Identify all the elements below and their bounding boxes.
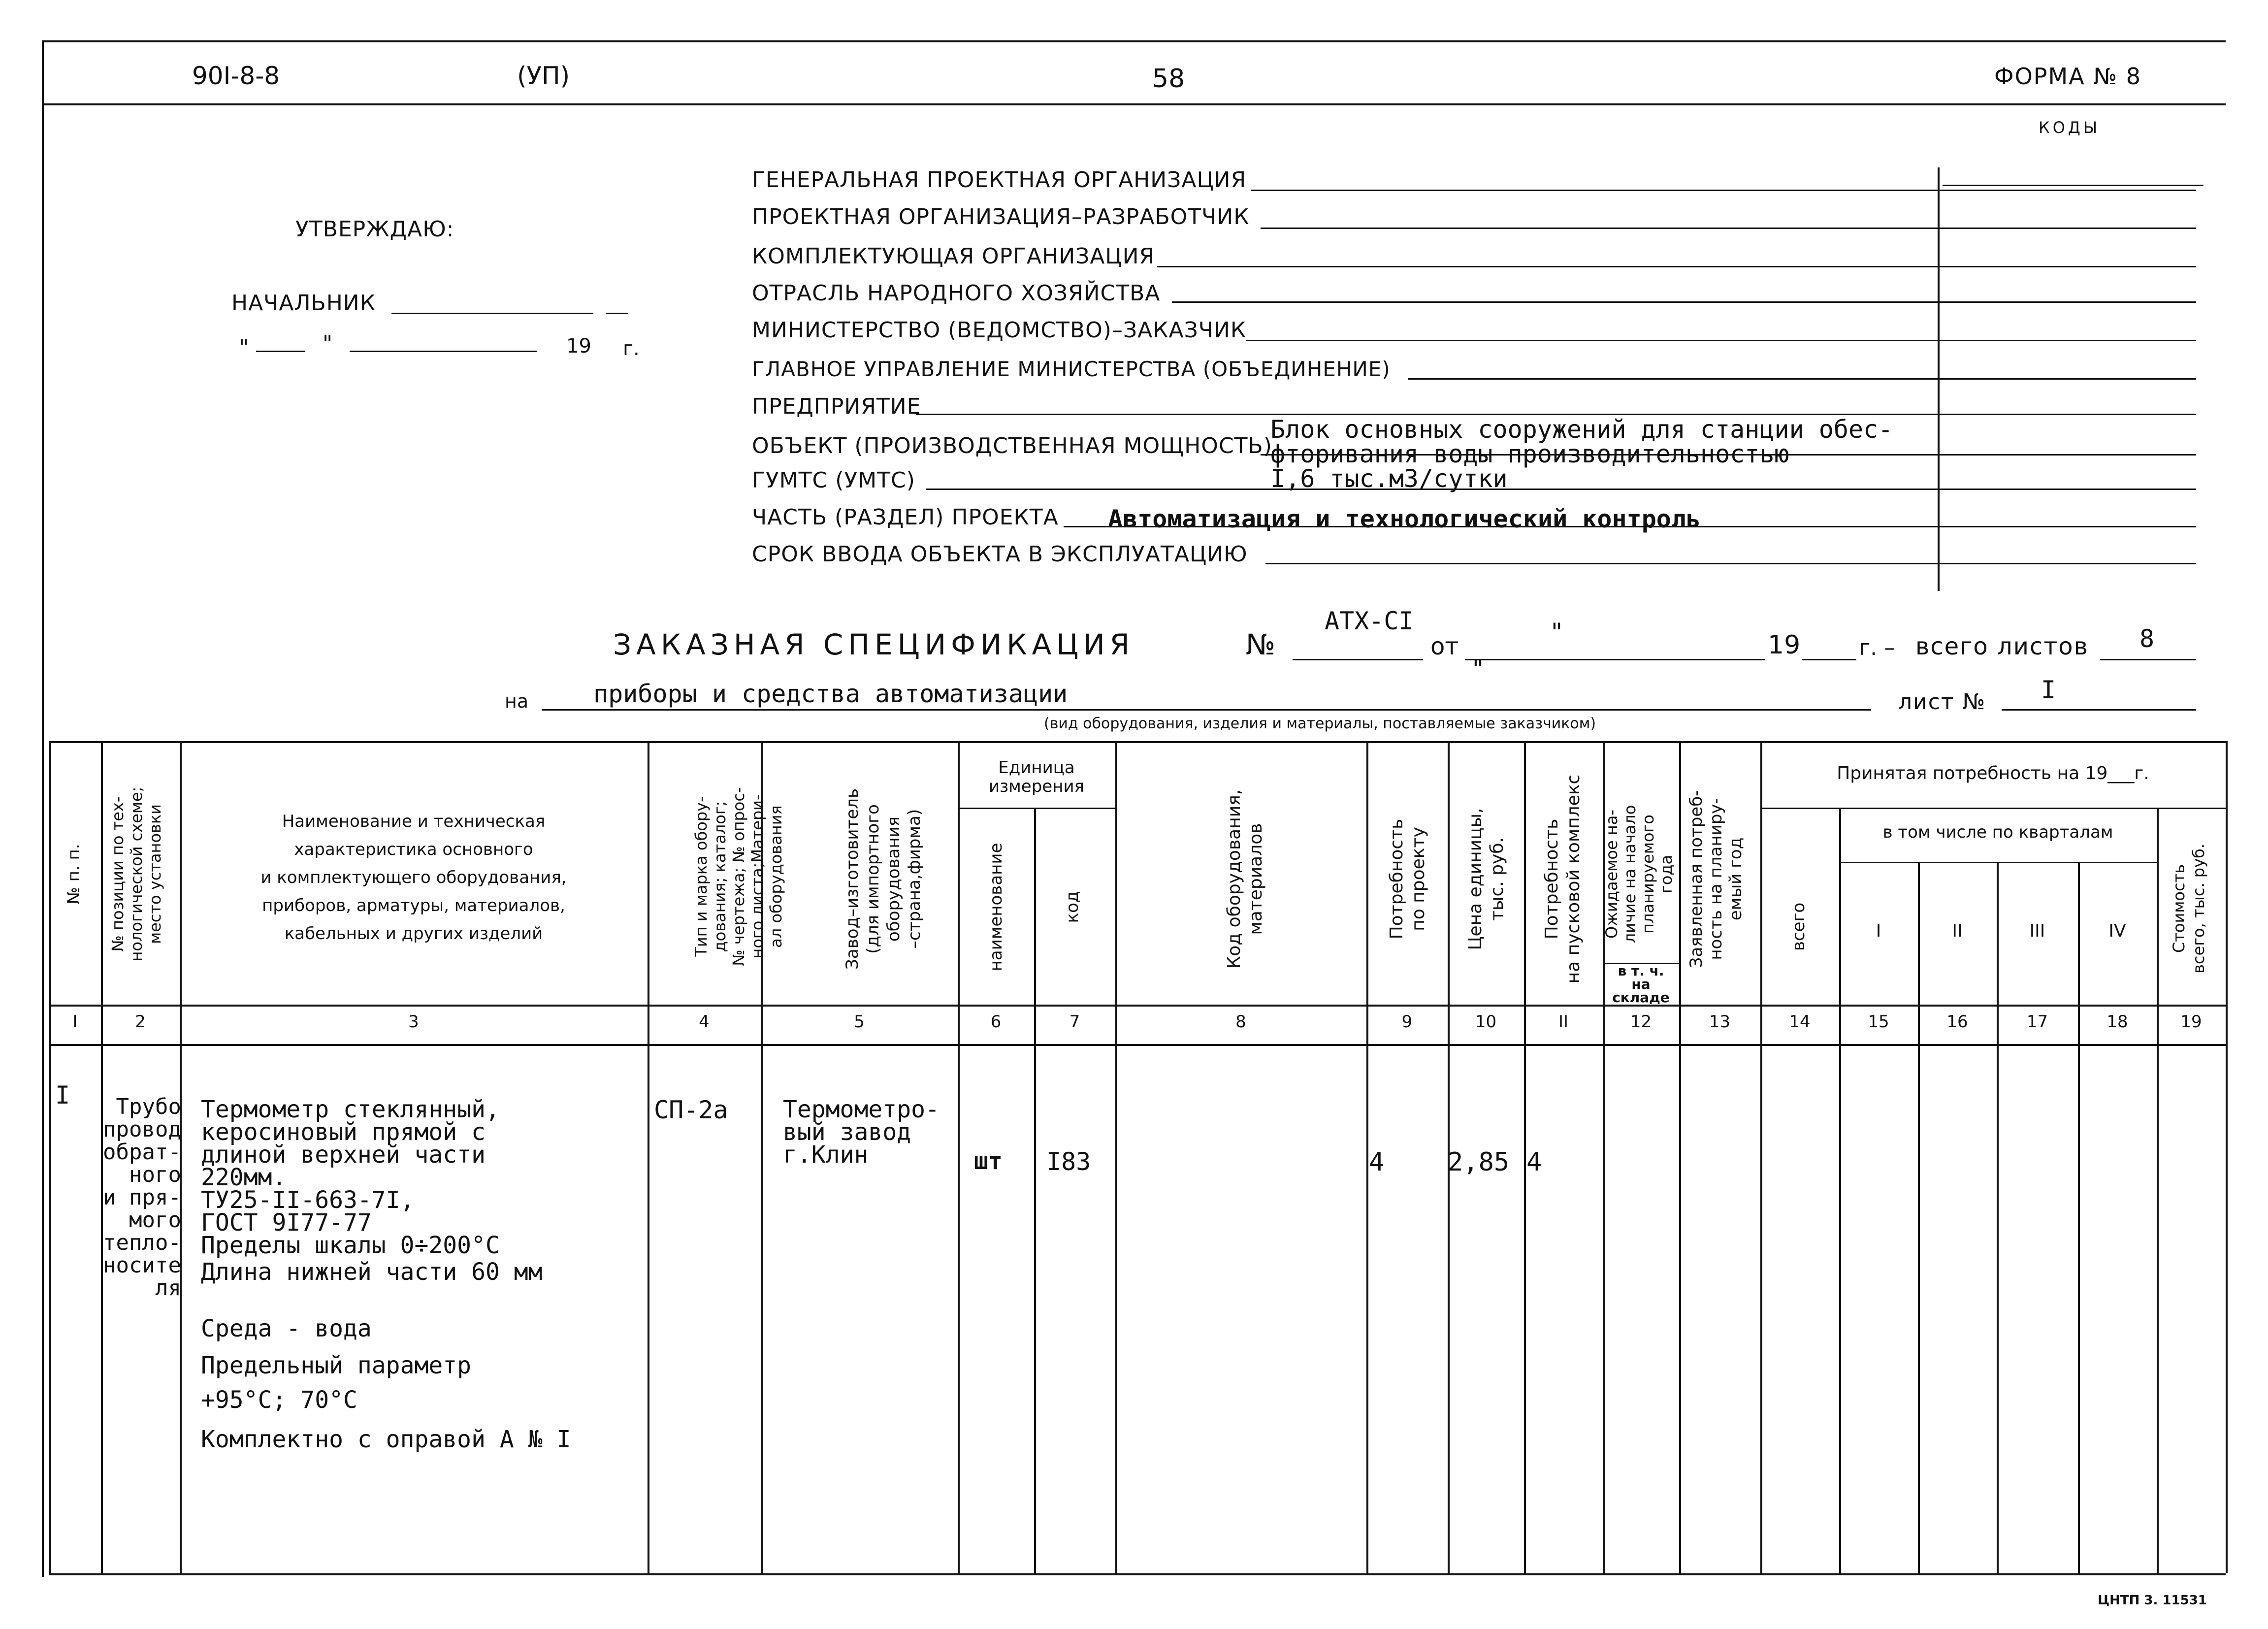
- row-name-line: длиной верхней части: [201, 1141, 486, 1169]
- spec-total-value: 8: [2139, 624, 2155, 653]
- header-expected: Ожидаемое на- личие на начало планируемого года: [1602, 805, 1676, 944]
- row-name-line: Длина нижней части 60 мм: [201, 1258, 543, 1286]
- object-value-line1: Блок основных сооружений для станции обес-: [1270, 415, 1893, 444]
- spec-title: ЗАКАЗНАЯ СПЕЦИФИКАЦИЯ: [613, 628, 1134, 661]
- col-number: 19: [2180, 1012, 2202, 1032]
- approve-year-prefix: 19: [566, 335, 591, 358]
- header-position: № позиции по тех- нологической схеме; место установки: [108, 786, 164, 962]
- approve-title: УТВЕРЖДАЮ:: [295, 217, 454, 242]
- row-maker: Термометро- вый завод г.Клин: [783, 1096, 940, 1169]
- header-q3: III: [2029, 921, 2045, 941]
- page-number: 58: [1152, 64, 1185, 94]
- field-part: ЧАСТЬ (РАЗДЕЛ) ПРОЕКТА: [752, 505, 1059, 530]
- header-type: Тип и марка обору- дования; каталог; № чертежа; № опрос- ного листа;Матери- ал оборудования: [692, 787, 785, 966]
- spec-from-label: от: [1430, 633, 1459, 660]
- row-name-line: Комплектно с оправой А № I: [201, 1426, 571, 1453]
- row-qty-project: 4: [1369, 1147, 1385, 1177]
- col-number: 10: [1475, 1012, 1497, 1032]
- field-enterprise: ПРЕДПРИЯТИЕ: [752, 394, 921, 419]
- row-unit-price: 2,85: [1448, 1147, 1510, 1177]
- header-accepted-need: Принятая потребность на 19___г.: [1837, 763, 2149, 783]
- spec-sheet-label: лист №: [1898, 689, 1986, 715]
- field-supply-org: КОМПЛЕКТУЮЩАЯ ОРГАНИЗАЦИЯ: [752, 244, 1155, 269]
- spec-total-label: всего листов: [1915, 633, 2089, 660]
- row-name-line: керосиновый прямой с: [201, 1118, 486, 1146]
- header-equipment-code: Код оборудования, материалов: [1224, 789, 1266, 969]
- header-q2: II: [1952, 921, 1963, 941]
- field-ministry: МИНИСТЕРСТВО (ВЕДОМСТВО)–ЗАКАЗЧИК: [752, 318, 1247, 343]
- field-term: СРОК ВВОДА ОБЪЕКТА В ЭКСПЛУАТАЦИЮ: [752, 542, 1248, 567]
- col-number: 16: [1946, 1012, 1968, 1032]
- col-number: 4: [699, 1012, 710, 1032]
- field-design-org: ПРОЕКТНАЯ ОРГАНИЗАЦИЯ–РАЗРАБОТЧИК: [752, 204, 1250, 229]
- header-unit: Единица измерения: [988, 758, 1085, 796]
- field-object: ОБЪЕКТ (ПРОИЗВОДСТВЕННАЯ МОЩНОСТЬ): [752, 433, 1272, 458]
- header-startup-qty: Потребность на пусковой комплекс: [1542, 774, 1584, 984]
- spec-year-suffix: г. –: [1859, 635, 1895, 660]
- header-quarters: в том числе по кварталам: [1882, 822, 2113, 842]
- header-no: № п. п.: [64, 844, 84, 905]
- col-number: 5: [854, 1012, 865, 1032]
- col-number: 12: [1630, 1012, 1652, 1032]
- date-quote-close: ": [323, 331, 333, 356]
- header-qty-project: Потребность по проекту: [1387, 818, 1428, 940]
- header-q4: IV: [2108, 921, 2126, 941]
- form-number: ФОРМА № 8: [1994, 63, 2142, 90]
- header-unit-price: Цена единицы, тыс. руб.: [1465, 808, 1507, 950]
- col-number: 9: [1401, 1012, 1413, 1032]
- date-quote-open: ": [239, 335, 249, 360]
- row-unit-code: I83: [1046, 1147, 1091, 1176]
- col-number: 14: [1789, 1012, 1811, 1032]
- row-name-line: ГОСТ 9I77-77: [201, 1209, 372, 1237]
- header-declared: Заявленная потреб- ность на планиру- емый год: [1686, 790, 1746, 968]
- header-cost: Стоимость всего, тыс. руб.: [2170, 844, 2208, 974]
- object-value-line3: I,6 тыс.м3/сутки: [1270, 464, 1508, 493]
- col-number: I: [72, 1012, 78, 1032]
- col-number: 6: [990, 1012, 1002, 1032]
- part-value: Автоматизация и технологический контроль: [1108, 505, 1701, 533]
- stage-label: (УП): [517, 62, 570, 90]
- row-name-line: ТУ25-II-663-7I,: [201, 1186, 415, 1214]
- footer-code: ЦНТП 3. 11531: [2098, 1593, 2207, 1608]
- header-unit-code: код: [1063, 891, 1082, 923]
- col-number: 15: [1868, 1012, 1889, 1032]
- spec-quote-open: ": [1551, 618, 1562, 647]
- spec-on-value: приборы и средства автоматизации: [593, 680, 1068, 708]
- row-type: СП-2а: [654, 1096, 728, 1124]
- row-startup-qty: 4: [1526, 1147, 1542, 1177]
- col-number: 17: [2026, 1012, 2048, 1032]
- spec-quote-close: ": [1472, 655, 1484, 684]
- header-name: Наименование и техническая характеристика основного и комплектующего оборудования, приборов, арматуры, материалов, кабельных и других изделий: [260, 812, 567, 944]
- row-number: I: [55, 1081, 70, 1109]
- row-name-line: 220мм.: [201, 1164, 287, 1191]
- field-industry: ОТРАСЛЬ НАРОДНОГО ХОЗЯЙСТВА: [752, 281, 1161, 306]
- row-name-line: Пределы шкалы 0÷200°С: [201, 1232, 500, 1259]
- header-maker: Завод–изготовитель (для импортного оборудования –страна,фирма): [842, 788, 924, 970]
- header-unit-name: наименование: [986, 843, 1006, 972]
- spec-no-label: №: [1246, 628, 1276, 661]
- header-q1: I: [1876, 921, 1881, 941]
- spec-year-prefix: 19: [1768, 630, 1801, 660]
- row-name-line: Предельный параметр: [201, 1352, 472, 1379]
- col-number: 18: [2106, 1012, 2128, 1032]
- row-name-line: Среда - вода: [201, 1315, 372, 1342]
- spec-no-value: АТХ-СI: [1325, 607, 1414, 635]
- row-unit: шт: [974, 1147, 1003, 1175]
- row-name-line: Термометр стеклянный,: [201, 1096, 500, 1123]
- header-in-stock: в т. ч. на складе: [1612, 963, 1670, 1006]
- head-label: НАЧАЛЬНИК: [231, 291, 376, 316]
- project-code: 90I-8-8: [192, 62, 280, 90]
- field-main-dept: ГЛАВНОЕ УПРАВЛЕНИЕ МИНИСТЕРСТВА (ОБЪЕДИНЕНИЕ): [752, 357, 1391, 381]
- spec-sheet-value: I: [2041, 676, 2056, 704]
- col-number: 13: [1709, 1012, 1731, 1032]
- codes-label: КОДЫ: [2039, 118, 2101, 137]
- spec-subcaption: (вид оборудования, изделия и материалы, поставляемые заказчиком): [1044, 715, 1596, 732]
- row-position: Трубо провод обрат- ного и пря- мого тепло- носите ля: [103, 1094, 181, 1301]
- col-number: 7: [1069, 1012, 1080, 1032]
- header-total: всего: [1789, 902, 1809, 951]
- object-value-line2: фторивания воды производительностью: [1270, 440, 1789, 468]
- col-number: II: [1558, 1012, 1569, 1032]
- field-general-org: ГЕНЕРАЛЬНАЯ ПРОЕКТНАЯ ОРГАНИЗАЦИЯ: [752, 167, 1247, 193]
- approve-year-suffix: г.: [623, 337, 640, 360]
- spec-on-label: на: [505, 690, 529, 712]
- row-name-line: +95°С; 70°С: [201, 1386, 357, 1414]
- field-gumts: ГУМТС (УМТС): [752, 468, 915, 493]
- col-number: 3: [408, 1012, 419, 1032]
- col-number: 2: [135, 1012, 146, 1032]
- col-number: 8: [1235, 1012, 1246, 1032]
